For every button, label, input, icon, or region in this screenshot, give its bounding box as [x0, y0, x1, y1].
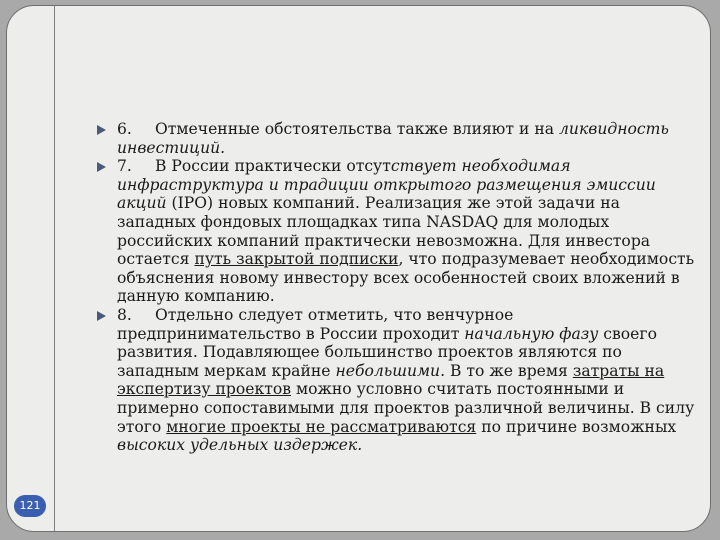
- item-italic-text: ликвидность инвестиций.: [117, 120, 669, 157]
- item-text: , что подразумевает необходимость объяснения новому инвестору всех особенностей своих вложений в данную компанию.: [117, 250, 695, 306]
- item-text: В России практически отсут: [155, 157, 391, 176]
- item-number: 7.: [117, 157, 132, 176]
- item-italic-text: небольшими: [335, 361, 441, 380]
- page-number-badge: 121: [14, 495, 46, 517]
- slide-frame: [6, 5, 711, 532]
- item-underlined-text: путь закрытой подписки: [194, 250, 399, 269]
- list-item-7: [97, 157, 697, 306]
- list-item-6: [97, 120, 697, 157]
- item-text: . В то же время: [440, 361, 573, 380]
- item-text: своего развития. Подавляющее большинство проектов являются по западным меркам крайне: [117, 324, 657, 380]
- item-italic-text: ствует необходимая инфраструктура и традиции открытого размещения эмиссии акций: [117, 157, 656, 213]
- item-number: 8.: [117, 305, 132, 324]
- item-text: можно условно считать постоянными и примерно сопоставимыми для проектов различной величины. В силу этого: [117, 380, 695, 436]
- item-text: по причине возможных: [476, 417, 677, 436]
- item-underlined-text: многие проекты не рассматриваются: [166, 417, 477, 436]
- item-number: 6.: [117, 120, 132, 138]
- slide-content: [97, 120, 697, 455]
- item-text: Отдельно следует отметить, что венчурное предпринимательство в России проходит: [117, 305, 514, 343]
- item-text: Отмеченные обстоятельства также влияют и на: [155, 120, 559, 138]
- item-italic-text: высоких удельных издержек.: [117, 436, 363, 455]
- left-divider-line: [54, 6, 55, 531]
- triangle-bullet-icon: [97, 162, 106, 172]
- triangle-bullet-icon: [97, 125, 106, 135]
- triangle-bullet-icon: [97, 311, 106, 321]
- item-text: (IPO) новых компаний. Реализация же этой задачи на западных фондовых площадках типа NASDAQ для молодых российских компаний практически невозможна. Для инвестора остается: [117, 194, 651, 269]
- item-italic-text: начальную фазу: [464, 324, 599, 343]
- list-item-8: [97, 306, 697, 455]
- item-underlined-text: затраты на экспертизу проектов: [117, 361, 665, 399]
